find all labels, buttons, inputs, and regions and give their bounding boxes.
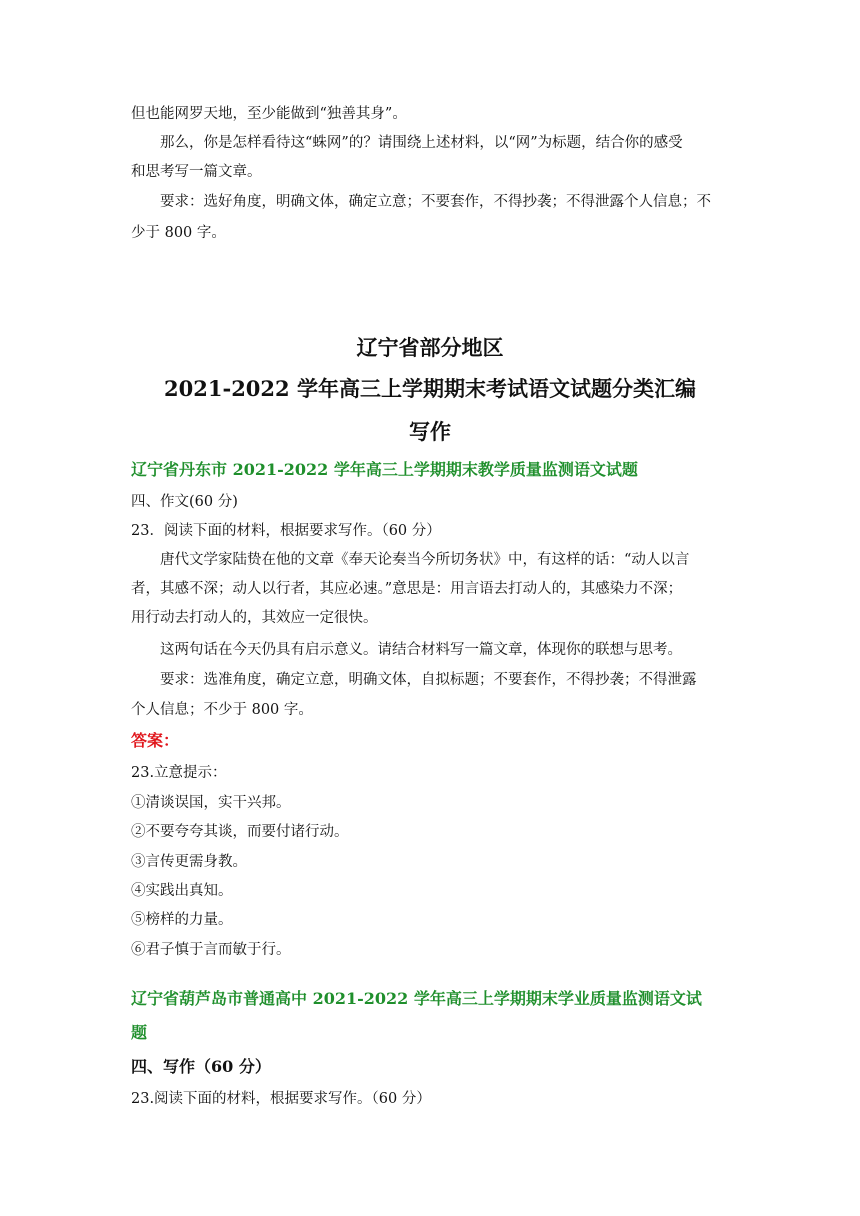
material-line: 用行动去打动人的，其效应一定很快。 — [131, 610, 378, 626]
paragraph-line: 少于 800 字。 — [131, 225, 226, 241]
hint-point: ⑤榜样的力量。 — [131, 912, 233, 928]
requirement-line: 要求：选准角度，确定立意，明确文体，自拟标题；不要套作，不得抄袭；不得泄露 — [160, 672, 697, 688]
heading-region: 辽宁省部分地区 — [356, 335, 504, 360]
paragraph-line: 和思考写一篇文章。 — [131, 164, 262, 180]
section-source-title: 辽宁省葫芦岛市普通高中 2021-2022 学年高三上学期期末学业质量监测语文试 — [131, 989, 702, 1008]
material-line: 者，其感不深；动人以行者，其应必速。”意思是：用言语去打动人的，其感染力不深； — [131, 581, 683, 597]
heading-topic: 写作 — [409, 419, 451, 444]
paragraph-line: 但也能网罗天地，至少能做到“独善其身”。 — [131, 106, 407, 122]
question-line: 23.阅读下面的材料，根据要求写作。（60 分） — [131, 1091, 431, 1107]
requirement-line: 个人信息；不少于 800 字。 — [131, 702, 313, 718]
answer-label: 答案： — [131, 731, 180, 750]
hint-point: ①清谈误国，实干兴邦。 — [131, 795, 291, 811]
paragraph-line: 要求：选好角度，明确文体，确定立意；不要套作，不得抄袭；不得泄露个人信息；不 — [160, 194, 711, 210]
question-line: 23．阅读下面的材料，根据要求写作。（60 分） — [131, 523, 441, 539]
section-source-title: 辽宁省丹东市 2021-2022 学年高三上学期期末教学质量监测语文试题 — [131, 460, 638, 479]
material-line: 唐代文学家陆贽在他的文章《奉天论奏当今所切务状》中，有这样的话：“动人以言 — [160, 552, 690, 568]
heading-collection-title: 2021-2022 学年高三上学期期末考试语文试题分类汇编 — [164, 376, 696, 401]
hint-label: 23.立意提示： — [131, 765, 227, 781]
hint-point: ④实践出真知。 — [131, 883, 233, 899]
material-line: 这两句话在今天仍具有启示意义。请结合材料写一篇文章，体现你的联想与思考。 — [160, 642, 682, 658]
section-source-title: 题 — [131, 1023, 148, 1042]
hint-point: ⑥君子慎于言而敏于行。 — [131, 942, 291, 958]
section-part-label: 四、写作（60 分） — [131, 1057, 271, 1076]
section-part-label: 四、作文(60 分) — [131, 494, 238, 510]
hint-point: ③言传更需身教。 — [131, 854, 247, 870]
paragraph-line: 那么，你是怎样看待这“蛛网”的？请围绕上述材料，以“网”为标题，结合你的感受 — [160, 135, 683, 151]
hint-point: ②不要夸夸其谈，而要付诸行动。 — [131, 824, 349, 840]
